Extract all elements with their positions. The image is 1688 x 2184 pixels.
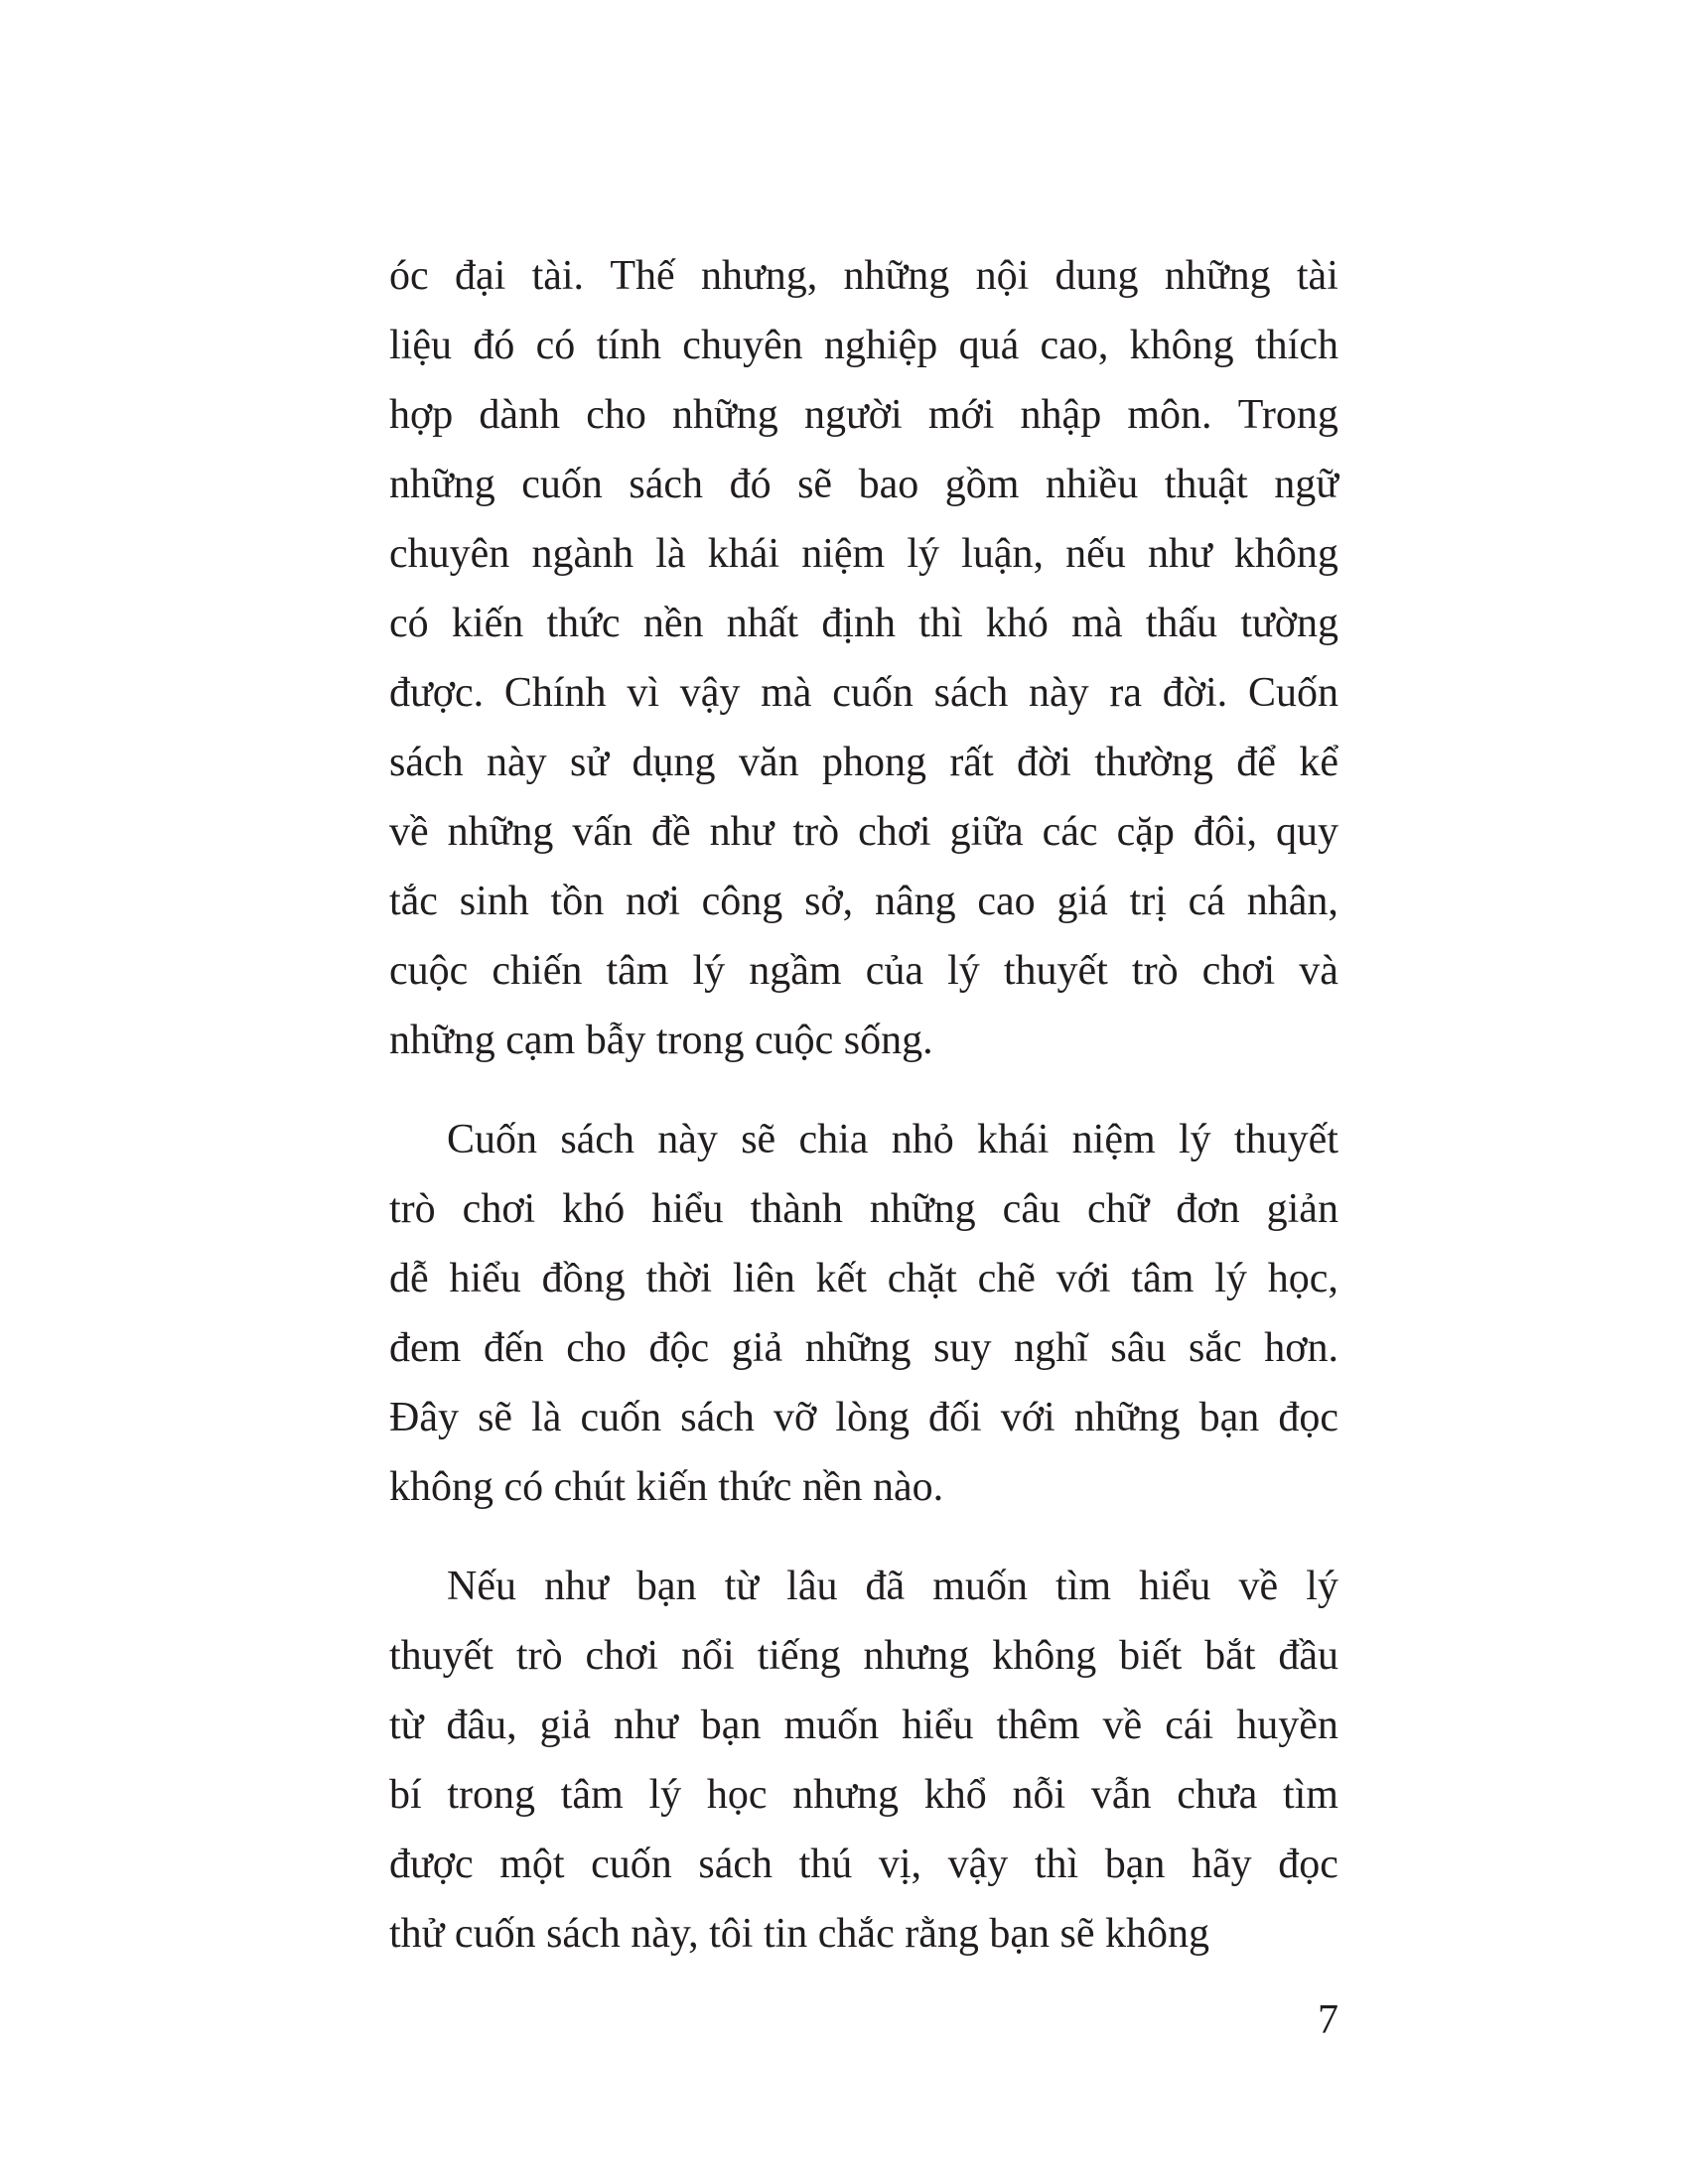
text-line: được một cuốn sách thú vị, vậy thì bạn hãy đọc xyxy=(389,1842,1338,1887)
text-line: được. Chính vì vậy mà cuốn sách này ra đời. Cuốn xyxy=(389,670,1338,716)
text-line: Nếu như bạn từ lâu đã muốn tìm hiểu về lý xyxy=(447,1564,1338,1609)
paragraph xyxy=(389,241,1338,1075)
text-line: thử cuốn sách này, tôi tin chắc rằng bạn sẽ không xyxy=(389,1911,1209,1957)
text-line: Cuốn sách này sẽ chia nhỏ khái niệm lý thuyết xyxy=(447,1117,1338,1162)
text-line: liệu đó có tính chuyên nghiệp quá cao, không thích xyxy=(389,323,1338,368)
paragraph xyxy=(389,1105,1338,1522)
text-line: những cạm bẫy trong cuộc sống. xyxy=(389,1018,933,1063)
text-line: hợp dành cho những người mới nhập môn. Trong xyxy=(389,392,1338,438)
text-line: sách này sử dụng văn phong rất đời thường để kể xyxy=(389,740,1338,785)
text-line: chuyên ngành là khái niệm lý luận, nếu như không xyxy=(389,531,1338,577)
text-line: từ đâu, giả như bạn muốn hiểu thêm về cái huyền xyxy=(389,1703,1338,1748)
text-line: về những vấn đề như trò chơi giữa các cặp đôi, quy xyxy=(389,809,1338,855)
text-line: Đây sẽ là cuốn sách vỡ lòng đối với những bạn đọc xyxy=(389,1395,1338,1440)
text-line: bí trong tâm lý học nhưng khổ nỗi vẫn chưa tìm xyxy=(389,1772,1338,1818)
text-line: trò chơi khó hiểu thành những câu chữ đơn giản xyxy=(389,1186,1338,1232)
text-block xyxy=(389,241,1338,1969)
text-line: óc đại tài. Thế nhưng, những nội dung những tài xyxy=(389,253,1338,299)
text-line: những cuốn sách đó sẽ bao gồm nhiều thuật ngữ xyxy=(389,462,1338,507)
paragraph xyxy=(389,1552,1338,1969)
page-number: 7 xyxy=(1318,1997,1338,2043)
text-line: cuộc chiến tâm lý ngầm của lý thuyết trò chơi và xyxy=(389,948,1338,994)
text-line: thuyết trò chơi nổi tiếng nhưng không biết bắt đầu xyxy=(389,1633,1338,1679)
text-line: không có chút kiến thức nền nào. xyxy=(389,1464,944,1510)
text-line: đem đến cho độc giả những suy nghĩ sâu sắc hơn. xyxy=(389,1325,1338,1371)
text-line: có kiến thức nền nhất định thì khó mà thấu tường xyxy=(389,601,1338,646)
text-line: dễ hiểu đồng thời liên kết chặt chẽ với tâm lý học, xyxy=(389,1256,1338,1301)
text-line: tắc sinh tồn nơi công sở, nâng cao giá trị cá nhân, xyxy=(389,879,1338,924)
